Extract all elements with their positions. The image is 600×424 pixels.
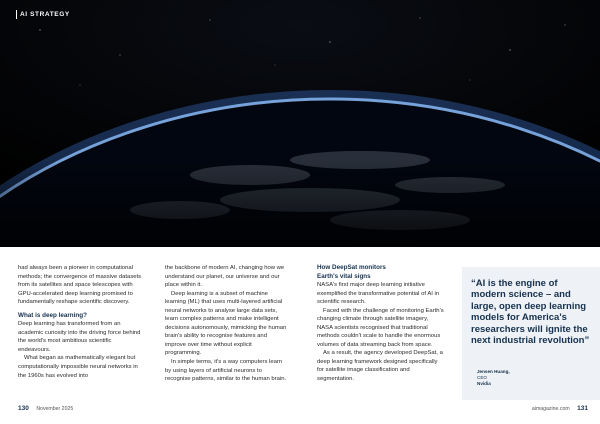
quote-author-title: CEO	[477, 375, 487, 380]
paragraph: Deep learning is a subset of machine learning (ML) that uses multi-layered artificial neural networks to analyse large data sets, learn complex patterns and make intelligent decisions autonomously, mimicking the human brain's ability to recognise features and improve over time without explicit programming.	[165, 290, 287, 357]
text-column-2	[165, 264, 289, 384]
quote-author-name: Jensen Huang,	[477, 369, 510, 374]
text-column-1	[18, 264, 142, 380]
text-column-3	[317, 264, 445, 384]
page-number: 130	[18, 405, 29, 412]
page-number: 131	[577, 405, 588, 412]
subheading-deep-learning: What is deep learning?	[18, 311, 87, 319]
website-link[interactable]: aimagazine.com	[531, 406, 570, 412]
paragraph: had always been a pioneer in computational methods; the convergence of massive datasets from its satellites and space telescopes with GPU-accelerated deep learning promised to fundamentally reshape scientific discovery.	[18, 265, 142, 306]
paragraph: What began as mathematically elegant but computationally impossible neural networks in the 1960s has evolved into	[18, 355, 138, 379]
pull-quote	[462, 267, 600, 400]
quote-text: “AI is the engine of modern science – and large, open deep learning models for America's researchers will ignite the next industrial revolution”	[471, 278, 590, 347]
quote-author-company: Nvidia	[477, 381, 491, 386]
paragraph: In simple terms, it's a way computers learn by using layers of artificial neurons to recognise patterns, similar to the human brain.	[165, 359, 287, 383]
paragraph: the backbone of modern AI, changing how we understand our planet, our universe and our place within it.	[165, 265, 285, 289]
quote-author	[477, 369, 510, 387]
footer-right	[532, 405, 588, 413]
section-tag: AI STRATEGY	[16, 10, 70, 19]
subheading-line: Earth's vital signs	[317, 272, 371, 280]
subheading-line: How DeepSat monitors	[317, 264, 386, 271]
paragraph: Deep learning has transformed from an academic curiosity into the driving force behind the world's most ambitious scientific endeavours.	[18, 321, 141, 353]
paragraph: Faced with the challenge of monitoring Earth's changing climate through satellite imagery, NASA scientists recognised that traditional methods couldn't scale to handle the enormous volumes of data streaming back from space.	[317, 307, 444, 348]
issue-date: November 2025	[36, 406, 74, 412]
paragraph: NASA's first major deep learning initiative exemplified the transformative potential of AI in scientific research.	[317, 282, 440, 306]
footer-left	[18, 405, 73, 413]
subheading-deepsat	[317, 264, 445, 281]
paragraph: As a result, the agency developed DeepSat, a deep learning framework designed specifically for satellite image classification and segmentation.	[317, 350, 443, 383]
